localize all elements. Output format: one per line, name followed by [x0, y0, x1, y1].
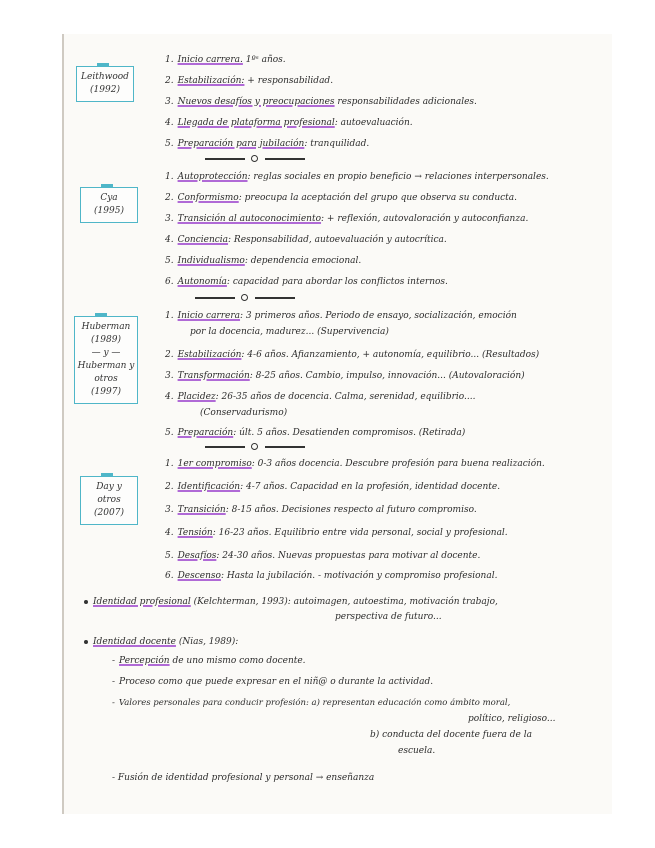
note-line: b) conducta del docente fuera de la	[370, 730, 532, 740]
note-line: 5. Preparación para jubilación: tranquilidad.	[165, 139, 370, 149]
tag-line: otros	[97, 495, 121, 505]
note-line: - Proceso como que puede expresar en el niñ@ o durante la actividad.	[112, 677, 434, 687]
tag-line: Leithwood	[81, 72, 129, 82]
note-line: - Percepción de uno mismo como docente.	[112, 656, 306, 666]
note-line: 1. Inicio carrera. 1ºˢ años.	[165, 55, 286, 65]
note-line: - Valores personales para conducir profesión: a) representan educación como ámbito moral,	[112, 698, 511, 708]
bullet-dot	[84, 600, 88, 604]
note-line: 2. Conformismo: preocupa la aceptación del grupo que observa su conducta.	[165, 193, 518, 203]
note-line: 3. Nuevos desafíos y preocupaciones responsabilidades adicionales.	[165, 97, 477, 107]
note-line: 6. Descenso: Hasta la jubilación. - motivación y compromiso profesional.	[165, 571, 498, 581]
section-divider	[195, 293, 295, 303]
note-line: político, religioso...	[468, 714, 556, 724]
note-line: 2. Identificación: 4-7 años. Capacidad en la profesión, identidad docente.	[165, 482, 501, 492]
note-line: 1. Inicio carrera: 3 primeros años. Periodo de ensayo, socialización, emoción	[165, 311, 517, 321]
note-line: 5. Preparación: últ. 5 años. Desatienden compromisos. (Retirada)	[165, 428, 466, 438]
note-line: 3. Transición al autoconocimiento: + reflexión, autovaloración y autoconfianza.	[165, 214, 529, 224]
note-line: 1. 1er compromiso: 0-3 años docencia. Descubre profesión para buena realización.	[165, 459, 545, 469]
tag-line: Cya	[100, 193, 118, 203]
tag-line: (1995)	[94, 206, 124, 216]
tag-line: otros	[94, 374, 118, 384]
note-line: escuela.	[398, 746, 436, 756]
note-line: por la docencia, madurez... (Supervivencia)	[190, 327, 389, 337]
tag-line: Huberman y	[77, 361, 135, 371]
tag-line: (1989)	[91, 335, 121, 345]
author-tag-huberman	[74, 316, 138, 404]
note-line: 5. Desafíos: 24-30 años. Nuevas propuestas para motivar al docente.	[165, 551, 481, 561]
tag-line: (1997)	[91, 387, 121, 397]
note-line: 3. Transición: 8-15 años. Decisiones respecto al futuro compromiso.	[165, 505, 477, 515]
tag-line: (1992)	[90, 85, 120, 95]
note-line: 3. Transformación: 8-25 años. Cambio, impulso, innovación... (Autovaloración)	[165, 371, 525, 381]
note-line: - Fusión de identidad profesional y personal → enseñanza	[112, 773, 375, 783]
note-line: perspectiva de futuro...	[335, 612, 442, 622]
tag-line: Huberman	[81, 322, 131, 332]
author-tag-day	[80, 476, 138, 525]
note-line: 5. Individualismo: dependencia emocional.	[165, 256, 362, 266]
author-tag-cya	[80, 187, 138, 223]
note-line: 2. Estabilización: + responsabilidad.	[165, 76, 334, 86]
note-line: 4. Llegada de plataforma profesional: autoevaluación.	[165, 118, 413, 128]
bullet-dot	[84, 640, 88, 644]
section-divider	[205, 442, 305, 452]
note-line: (Conservadurismo)	[200, 408, 288, 418]
note-line: 4. Placidez: 26-35 años de docencia. Calma, serenidad, equilibrio....	[165, 392, 476, 402]
note-line: 2. Estabilización: 4-6 años. Afianzamiento, + autonomía, equilibrio... (Resultados)	[165, 350, 540, 360]
section-divider	[205, 154, 305, 164]
note-line: 4. Tensión: 16-23 años. Equilibrio entre vida personal, social y profesional.	[165, 528, 508, 538]
identity-professional: Identidad profesional (Kelchterman, 1993): autoimagen, autoestima, motivación trabajo,	[84, 596, 498, 608]
tag-line: Day y	[96, 482, 122, 492]
note-line: 4. Conciencia: Responsabilidad, autoevaluación y autocrítica.	[165, 235, 447, 245]
identity-teacher: Identidad docente (Nias, 1989):	[84, 636, 238, 648]
note-line: 6. Autonomía: capacidad para abordar los conflictos internos.	[165, 277, 448, 287]
tag-line: (2007)	[94, 508, 124, 518]
note-line: 1. Autoprotección: reglas sociales en propio beneficio → relaciones interpersonales.	[165, 172, 549, 182]
author-tag-leithwood	[76, 66, 134, 102]
tag-line: — y —	[91, 348, 121, 358]
